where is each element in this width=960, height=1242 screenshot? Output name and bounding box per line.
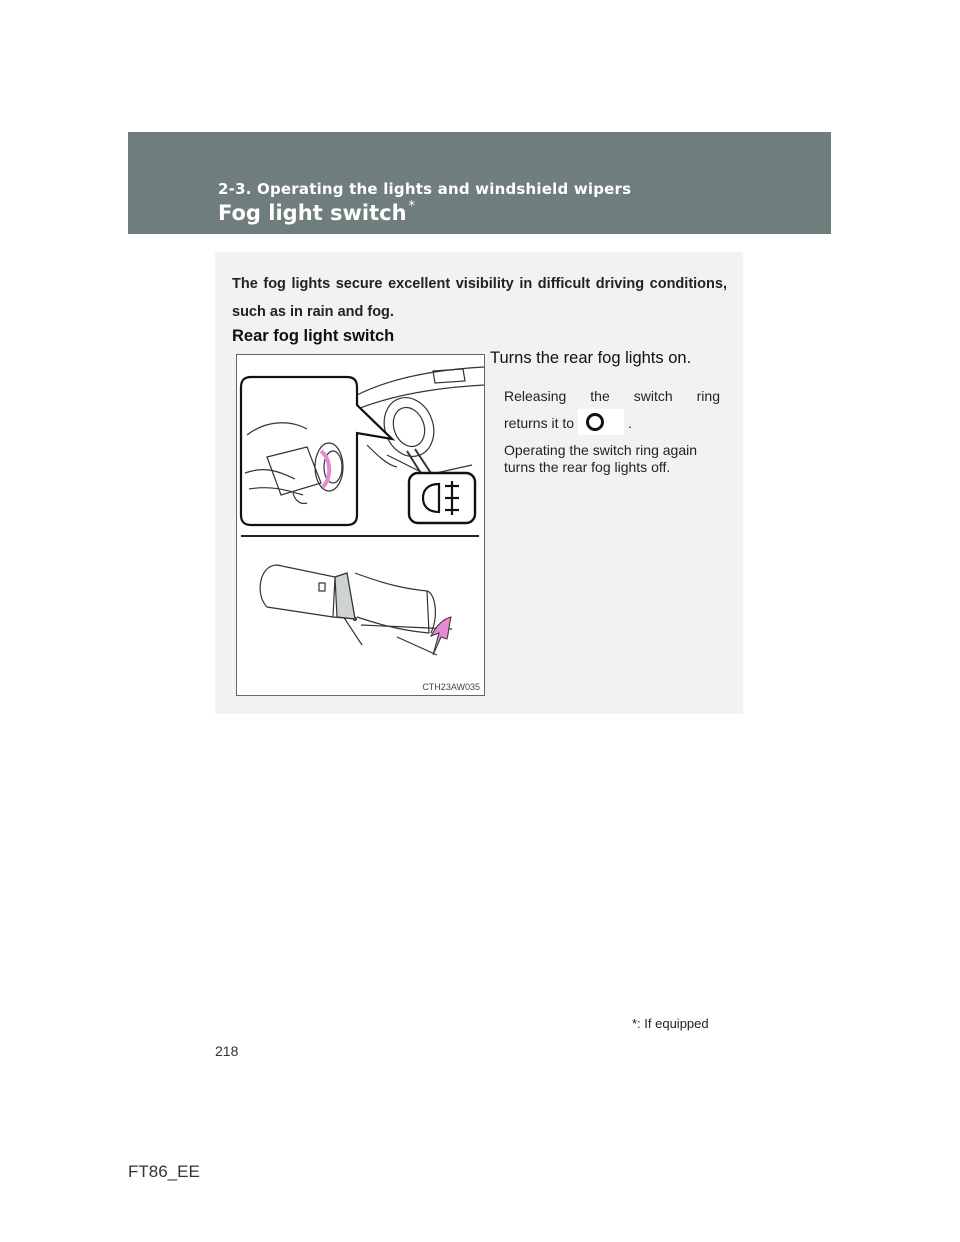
page-title — [218, 201, 415, 225]
description-returns-suffix: . — [628, 415, 632, 431]
content-panel — [215, 252, 743, 714]
description-returns-prefix: returns it to — [504, 415, 575, 431]
intro-paragraph: The fog lights secure excellent visibility in difficult driving conditions, such as in rain and fog. — [232, 276, 727, 320]
description-off: Operating the switch ring again turns the rear fog lights off. — [504, 442, 697, 475]
section-title: 2-3. Operating the lights and windshield wipers — [218, 180, 632, 198]
description-returns-line — [504, 409, 632, 437]
subheading-rear-fog: Rear fog light switch — [232, 327, 395, 345]
rear-fog-symbol-box — [409, 473, 475, 523]
equipped-marker: * — [408, 199, 416, 214]
illustration-drawing — [237, 355, 484, 695]
page-title-text: Fog light switch — [218, 201, 407, 225]
model-code: FT86_EE — [128, 1162, 200, 1181]
page-number: 218 — [215, 1043, 239, 1059]
fog-switch-illustration — [236, 354, 485, 696]
description-release-line: Releasing the switch ring — [504, 388, 720, 404]
off-position-icon — [578, 409, 624, 435]
chapter-header-band — [128, 132, 831, 234]
description-main: Turns the rear fog lights on. — [490, 349, 692, 367]
footnote-if-equipped: *: If equipped — [632, 1016, 709, 1031]
figure-code: CTH23AW035 — [422, 682, 480, 692]
